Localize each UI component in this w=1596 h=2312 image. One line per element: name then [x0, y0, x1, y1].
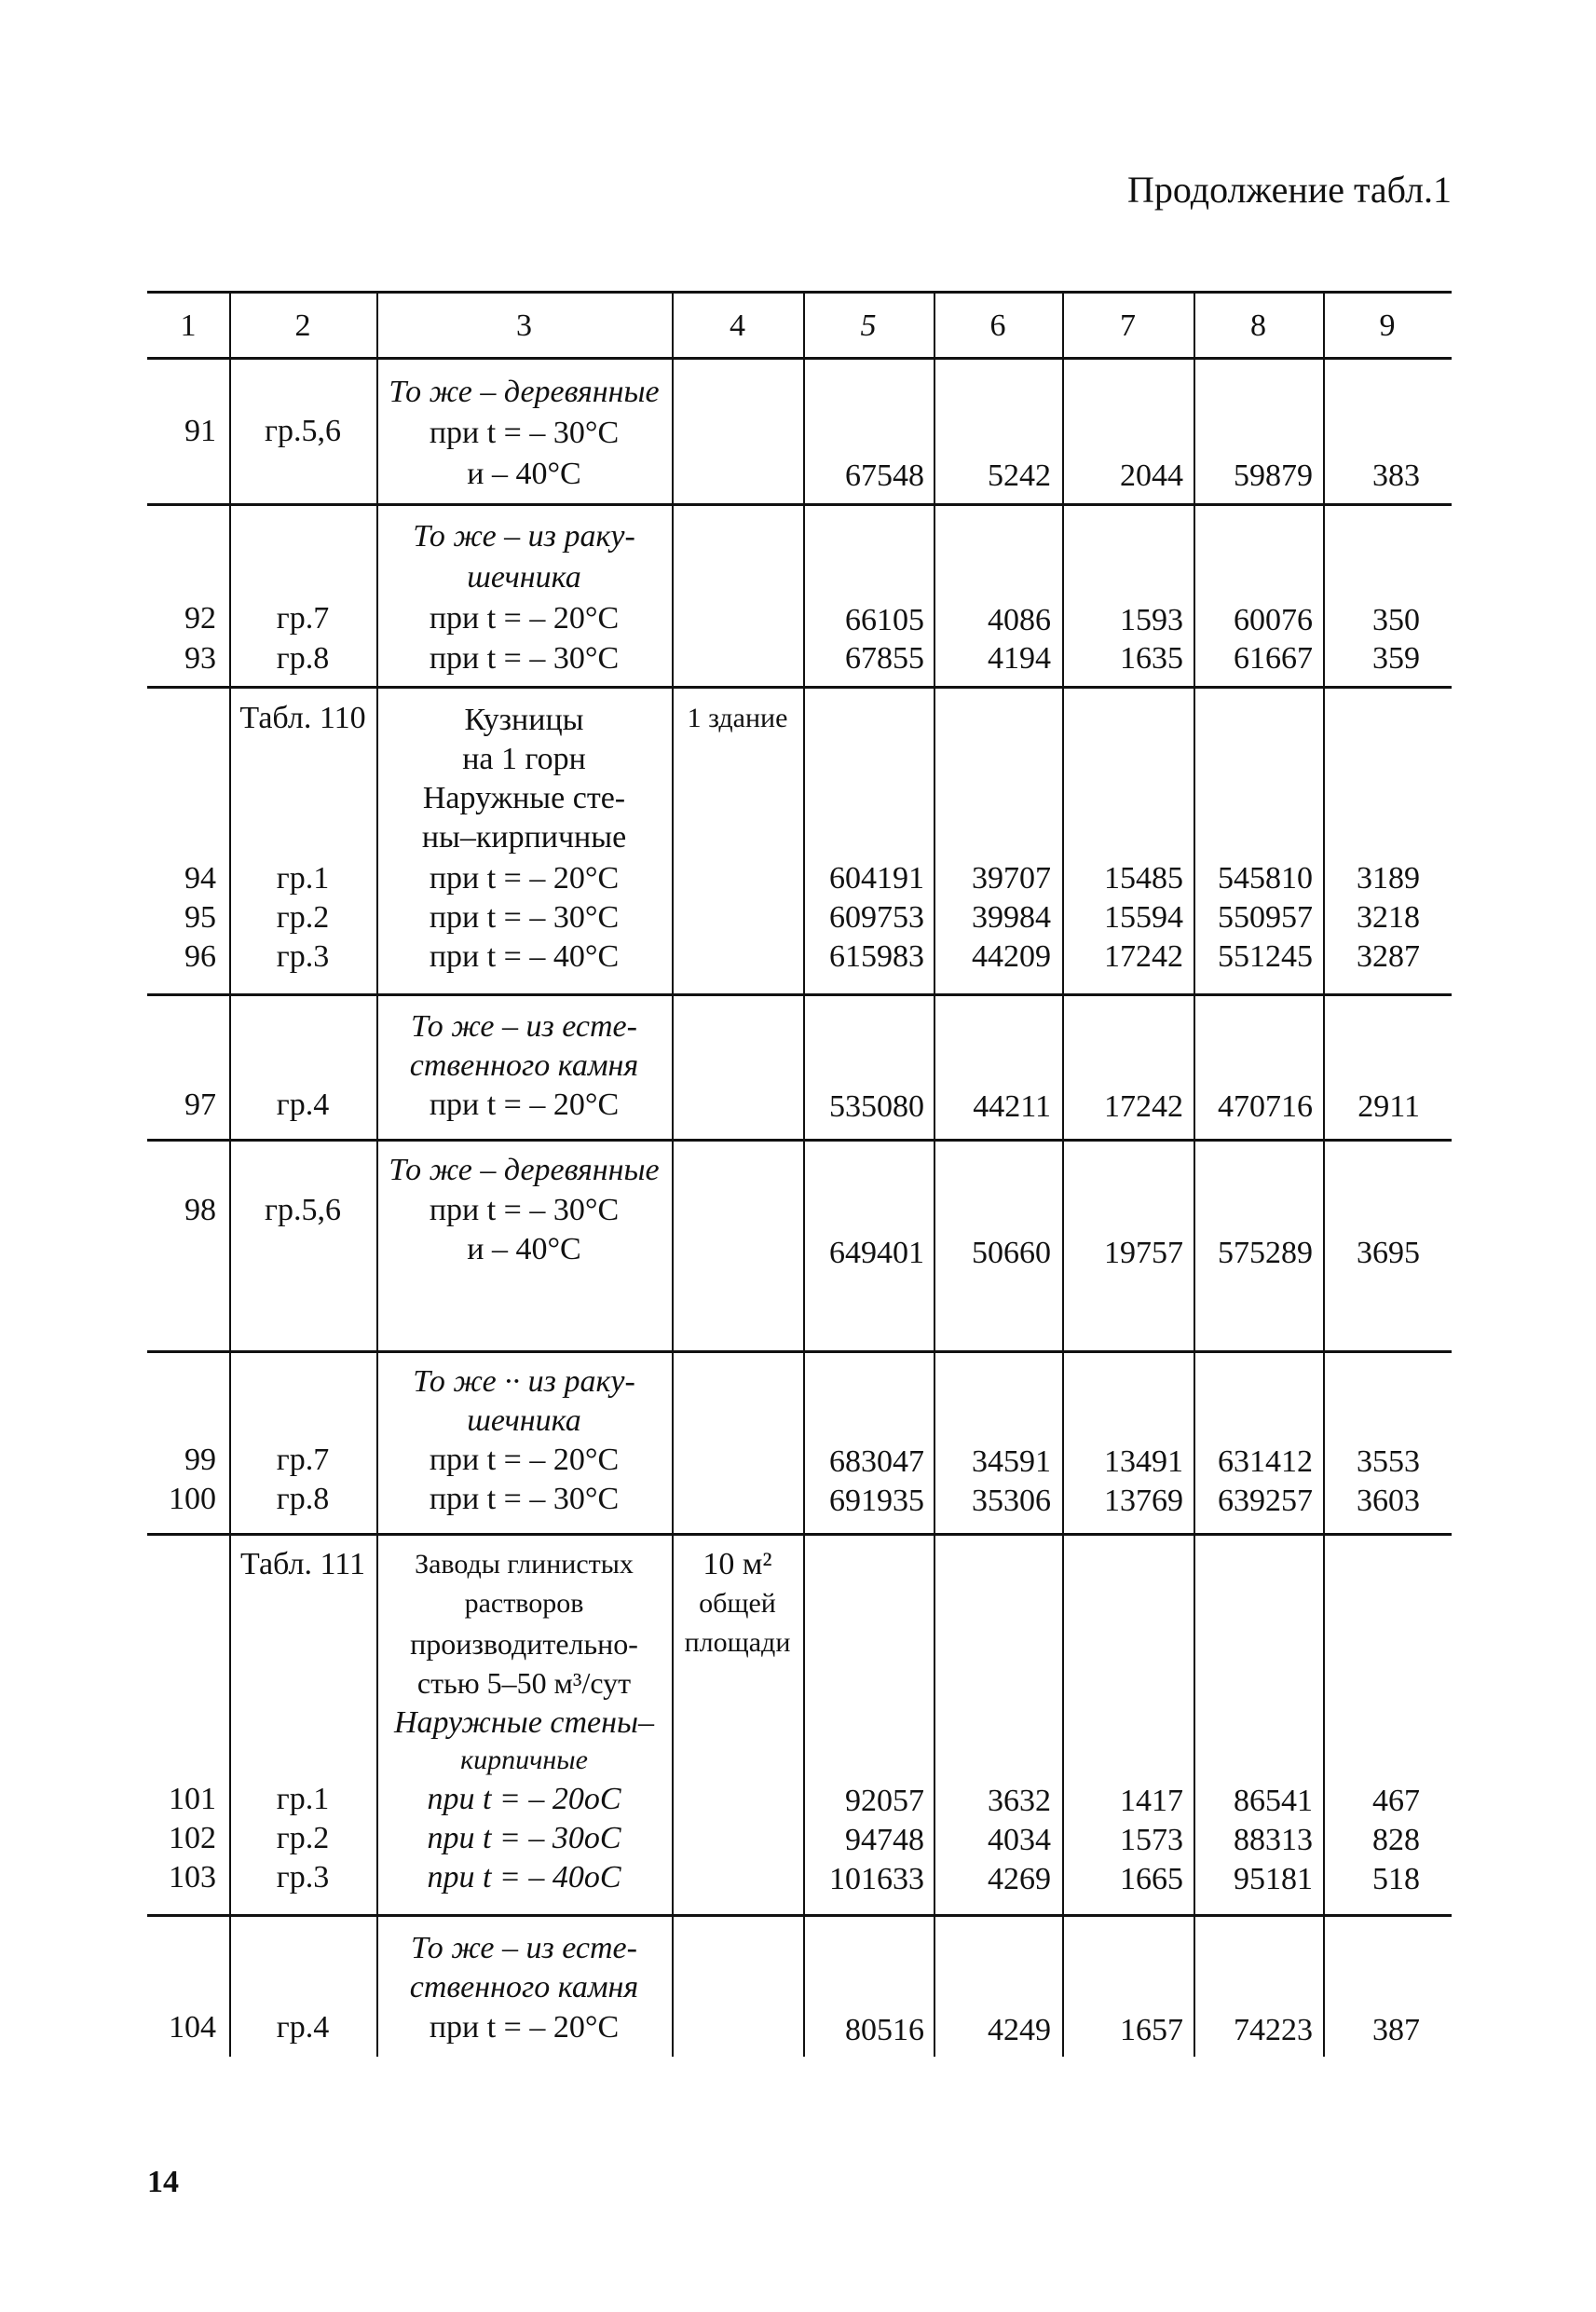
row-description: при t = – 20°С — [429, 601, 620, 636]
unit-label: площади — [684, 1627, 791, 1658]
unit-label: 1 здание — [687, 703, 788, 733]
column-header: 7 — [1120, 308, 1136, 343]
row-separator — [147, 1139, 1452, 1142]
value-col6: 4086 — [988, 603, 1051, 637]
value-col6: 39707 — [972, 861, 1051, 896]
value-col9: 3189 — [1357, 861, 1420, 896]
row-description: при t = – 20°С — [429, 1088, 620, 1122]
value-col9: 828 — [1372, 1823, 1420, 1857]
value-col8: 639257 — [1218, 1484, 1313, 1518]
value-col6: 5242 — [988, 458, 1051, 493]
value-col5: 535080 — [829, 1089, 924, 1124]
row-description: при t = – 40°С — [429, 939, 620, 974]
value-col5: 67548 — [845, 458, 924, 493]
value-col8: 88313 — [1234, 1823, 1313, 1857]
row-separator — [147, 1533, 1452, 1536]
row-number: 94 — [184, 861, 216, 896]
row-description: при t = – 30°С — [429, 416, 620, 450]
row-separator — [147, 1350, 1452, 1353]
row-description: при t = – 30°С — [429, 900, 620, 935]
row-number: 98 — [184, 1193, 216, 1227]
page-number: 14 — [147, 2165, 179, 2199]
value-col5: 94748 — [845, 1823, 924, 1857]
row-description: и – 40°С — [467, 1232, 581, 1266]
row-description: на 1 горн — [462, 742, 586, 776]
row-description-italic: То же – из раку- — [413, 519, 635, 554]
value-col7: 19757 — [1104, 1236, 1183, 1270]
row-group: гр.8 — [276, 641, 330, 676]
value-col5: 691935 — [829, 1484, 924, 1518]
row-description-italic: кирпичные — [460, 1744, 588, 1775]
row-group: гр.7 — [276, 1443, 330, 1477]
value-col8: 86541 — [1234, 1784, 1313, 1818]
value-col6: 4034 — [988, 1823, 1051, 1857]
row-number: 101 — [169, 1782, 216, 1816]
row-description: стью 5–50 м³/сут — [416, 1666, 632, 1700]
row-number: 95 — [184, 900, 216, 935]
source-table-ref: Табл. 111 — [240, 1547, 365, 1581]
row-group: гр.2 — [276, 1821, 330, 1855]
value-col7: 1593 — [1120, 603, 1183, 637]
value-col8: 575289 — [1218, 1236, 1313, 1270]
value-col6: 4249 — [988, 2013, 1051, 2047]
row-description-italic: при t = – 30оС — [427, 1821, 621, 1855]
row-group: гр.3 — [276, 1860, 330, 1895]
value-col5: 609753 — [829, 900, 924, 935]
row-number: 96 — [184, 939, 216, 974]
value-col9: 3553 — [1357, 1444, 1420, 1479]
value-col9: 350 — [1372, 603, 1420, 637]
row-separator — [147, 993, 1452, 996]
value-col8: 545810 — [1218, 861, 1313, 896]
column-header: 8 — [1250, 308, 1266, 343]
row-group: гр.4 — [276, 2010, 330, 2045]
unit-label: общей — [699, 1588, 776, 1619]
value-col7: 1657 — [1120, 2013, 1183, 2047]
row-description-italic: ственного камня — [409, 1048, 639, 1083]
row-number: 92 — [184, 601, 216, 636]
value-col8: 61667 — [1234, 641, 1313, 676]
value-col5: 92057 — [845, 1784, 924, 1818]
table-top-rule — [147, 291, 1452, 294]
value-col6: 44209 — [972, 939, 1051, 974]
row-description-italic: шечника — [467, 1403, 581, 1438]
header-bottom-rule — [147, 357, 1452, 360]
value-col9: 3218 — [1357, 900, 1420, 935]
value-col8: 74223 — [1234, 2013, 1313, 2047]
column-header: 2 — [294, 308, 311, 343]
source-table-ref: Табл. 110 — [239, 701, 366, 735]
value-col7: 1573 — [1120, 1823, 1183, 1857]
value-col6: 39984 — [972, 900, 1051, 935]
row-group: гр.2 — [276, 900, 330, 935]
value-col6: 4194 — [988, 641, 1051, 676]
row-separator — [147, 1914, 1452, 1917]
value-col7: 15485 — [1104, 861, 1183, 896]
value-col7: 13769 — [1104, 1484, 1183, 1518]
unit-label: 10 м² — [703, 1547, 772, 1581]
row-group: гр.4 — [276, 1088, 330, 1122]
row-description: Наружные сте- — [422, 781, 626, 815]
value-col6: 34591 — [972, 1444, 1051, 1479]
value-col9: 3603 — [1357, 1484, 1420, 1518]
row-number: 104 — [169, 2010, 216, 2045]
row-group: гр.1 — [276, 861, 330, 896]
row-group: гр.5,6 — [265, 1193, 341, 1227]
value-col5: 683047 — [829, 1444, 924, 1479]
value-col6: 4269 — [988, 1862, 1051, 1896]
value-col6: 3632 — [988, 1784, 1051, 1818]
row-description: при t = – 30°С — [429, 1193, 620, 1227]
value-col9: 3287 — [1357, 939, 1420, 974]
row-separator — [147, 503, 1452, 506]
row-number: 103 — [169, 1860, 216, 1895]
row-description-italic: ственного камня — [409, 1970, 639, 2004]
column-header: 5 — [860, 308, 877, 343]
row-description: и – 40°С — [467, 457, 581, 491]
value-col7: 1635 — [1120, 641, 1183, 676]
row-description: Заводы глинистых — [415, 1549, 634, 1580]
value-col9: 467 — [1372, 1784, 1420, 1818]
row-description-italic: То же ·· из раку- — [413, 1364, 635, 1399]
row-description: при t = – 30°С — [429, 641, 620, 676]
row-description-italic: То же – из есте- — [411, 1931, 637, 1965]
row-number: 99 — [184, 1443, 216, 1477]
value-col8: 631412 — [1218, 1444, 1313, 1479]
row-number: 93 — [184, 641, 216, 676]
value-col9: 359 — [1372, 641, 1420, 676]
row-description: при t = – 20°С — [429, 861, 620, 896]
row-description-italic: при t = – 20оС — [427, 1782, 621, 1816]
row-description: производительно- — [410, 1627, 638, 1661]
column-header: 4 — [730, 308, 745, 343]
value-col9: 3695 — [1357, 1236, 1420, 1270]
value-col9: 387 — [1372, 2013, 1420, 2047]
row-separator — [147, 686, 1452, 689]
table-caption: Продолжение табл.1 — [1127, 169, 1452, 211]
value-col7: 2044 — [1120, 458, 1183, 493]
row-number: 100 — [169, 1482, 216, 1516]
value-col8: 95181 — [1234, 1862, 1313, 1896]
value-col6: 50660 — [972, 1236, 1051, 1270]
row-description-italic: Наружные стены– — [393, 1705, 655, 1740]
row-description-italic: шечника — [467, 560, 581, 595]
value-col5: 67855 — [845, 641, 924, 676]
column-rule — [672, 291, 674, 2057]
value-col9: 383 — [1372, 458, 1420, 493]
column-header: 6 — [989, 308, 1006, 343]
value-col9: 518 — [1372, 1862, 1420, 1896]
value-col7: 13491 — [1104, 1444, 1183, 1479]
row-description: при t = – 30°С — [429, 1482, 620, 1516]
row-number: 91 — [184, 414, 216, 448]
value-col9: 2911 — [1357, 1089, 1420, 1124]
value-col5: 604191 — [829, 861, 924, 896]
row-group: гр.8 — [276, 1482, 330, 1516]
row-description: Кузницы — [464, 703, 584, 737]
row-group: гр.5,6 — [265, 414, 341, 448]
row-description-italic: при t = – 40оС — [427, 1860, 621, 1895]
data-table — [147, 291, 1452, 2057]
value-col8: 551245 — [1218, 939, 1313, 974]
value-col7: 15594 — [1104, 900, 1183, 935]
value-col8: 59879 — [1234, 458, 1313, 493]
value-col6: 35306 — [972, 1484, 1051, 1518]
row-number: 102 — [169, 1821, 216, 1855]
value-col5: 66105 — [845, 603, 924, 637]
row-description: при t = – 20°С — [429, 2010, 620, 2045]
value-col5: 80516 — [845, 2013, 924, 2047]
value-col7: 1417 — [1120, 1784, 1183, 1818]
value-col8: 470716 — [1218, 1089, 1313, 1124]
row-number: 97 — [184, 1088, 216, 1122]
value-col7: 17242 — [1104, 1089, 1183, 1124]
value-col5: 649401 — [829, 1236, 924, 1270]
column-header: 3 — [516, 308, 532, 343]
row-description: ны–кирпичные — [421, 820, 627, 855]
column-header: 1 — [180, 308, 197, 343]
row-group: гр.3 — [276, 939, 330, 974]
value-col6: 44211 — [973, 1089, 1051, 1124]
row-description-italic: То же – деревянные — [389, 1153, 660, 1187]
value-col5: 101633 — [829, 1862, 924, 1896]
row-group: гр.7 — [276, 601, 330, 636]
row-description: растворов — [464, 1588, 584, 1619]
value-col7: 1665 — [1120, 1862, 1183, 1896]
column-header: 9 — [1379, 308, 1396, 343]
row-description-italic: То же – деревянные — [389, 375, 660, 409]
value-col8: 60076 — [1234, 603, 1313, 637]
row-description: при t = – 20°С — [429, 1443, 620, 1477]
value-col8: 550957 — [1218, 900, 1313, 935]
value-col7: 17242 — [1104, 939, 1183, 974]
row-group: гр.1 — [276, 1782, 330, 1816]
value-col5: 615983 — [829, 939, 924, 974]
row-description-italic: То же – из есте- — [411, 1009, 637, 1044]
